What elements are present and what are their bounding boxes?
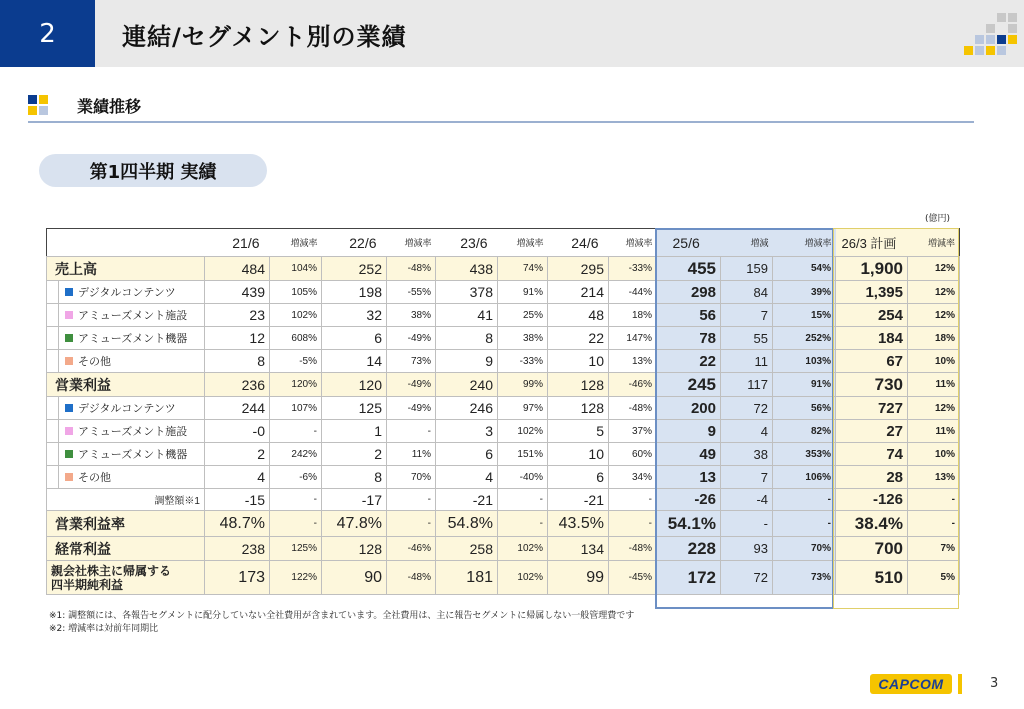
value-cell: 159 [721, 257, 773, 281]
rate-cell: 102% [498, 537, 548, 561]
rate-cell: -45% [609, 561, 657, 595]
rate-cell: -46% [609, 373, 657, 397]
decorative-squares-icon [958, 8, 1020, 62]
rate-cell: 37% [609, 420, 657, 443]
rate-cell: -44% [609, 281, 657, 304]
results-table [46, 228, 960, 595]
value-cell: 3 [436, 420, 498, 443]
row-label [47, 420, 205, 443]
value-cell: 125 [322, 397, 387, 420]
row-label: 調整額※1 [47, 489, 205, 511]
rate-cell: 11% [908, 373, 960, 397]
value-cell: 172 [657, 561, 721, 595]
value-cell: 254 [836, 304, 908, 327]
value-cell: 700 [836, 537, 908, 561]
value-cell: 38 [721, 443, 773, 466]
rate-cell: 82% [773, 420, 836, 443]
rate-cell: 102% [498, 561, 548, 595]
value-cell: 1,900 [836, 257, 908, 281]
value-cell: -17 [322, 489, 387, 511]
value-cell: -0 [205, 420, 270, 443]
rate-cell: 18% [908, 327, 960, 350]
rate-cell: 103% [773, 350, 836, 373]
value-cell: -21 [436, 489, 498, 511]
value-cell: -15 [205, 489, 270, 511]
rate-cell: -33% [498, 350, 548, 373]
rate-cell: -48% [609, 397, 657, 420]
value-cell: 47.8% [322, 511, 387, 537]
value-cell: 244 [205, 397, 270, 420]
table-row [47, 304, 960, 327]
value-cell: 72 [721, 397, 773, 420]
footnotes [49, 610, 634, 636]
legend-square-icon [65, 473, 73, 481]
legend-square-icon [65, 404, 73, 412]
value-cell: 246 [436, 397, 498, 420]
row-label [47, 443, 205, 466]
value-cell: 8 [322, 466, 387, 489]
value-cell: 67 [836, 350, 908, 373]
value-cell: -4 [721, 489, 773, 511]
rate-cell: 73% [773, 561, 836, 595]
rate-cell: - [387, 511, 436, 537]
rate-cell: - [773, 489, 836, 511]
value-cell: 4 [436, 466, 498, 489]
value-cell: 7 [721, 466, 773, 489]
value-cell: 1 [322, 420, 387, 443]
value-cell: 27 [836, 420, 908, 443]
value-cell: 128 [548, 397, 609, 420]
row-label-text: アミューズメント機器 [78, 333, 188, 345]
rate-cell: - [609, 489, 657, 511]
table-row [47, 420, 960, 443]
table-row [47, 397, 960, 420]
row-label [47, 281, 205, 304]
value-cell: 23 [205, 304, 270, 327]
header-period: 22/6 [322, 229, 387, 257]
value-cell: 12 [205, 327, 270, 350]
header-period: 23/6 [436, 229, 498, 257]
rate-cell: 91% [498, 281, 548, 304]
value-cell: 55 [721, 327, 773, 350]
rate-cell: 70% [387, 466, 436, 489]
value-cell: 7 [721, 304, 773, 327]
rate-cell: 122% [270, 561, 322, 595]
row-label: 親会社株主に帰属する 四半期純利益 [47, 561, 205, 595]
row-label: 営業利益 [47, 373, 205, 397]
legend-square-icon [65, 334, 73, 342]
value-cell: -126 [836, 489, 908, 511]
value-cell: 117 [721, 373, 773, 397]
value-cell: 74 [836, 443, 908, 466]
value-cell: 228 [657, 537, 721, 561]
rate-cell: -6% [270, 466, 322, 489]
logo-text: CAPCOM [878, 676, 944, 692]
table-header-row [47, 229, 960, 257]
value-cell: 28 [836, 466, 908, 489]
value-cell: 48.7% [205, 511, 270, 537]
rate-cell: -48% [387, 561, 436, 595]
row-label: 営業利益率 [47, 511, 205, 537]
rate-cell: 120% [270, 373, 322, 397]
value-cell: 238 [205, 537, 270, 561]
rate-cell: 105% [270, 281, 322, 304]
rate-cell: - [498, 489, 548, 511]
squares-icon [28, 95, 48, 115]
rate-cell: -5% [270, 350, 322, 373]
section-subheading: 業績推移 [77, 97, 142, 116]
rate-cell: 353% [773, 443, 836, 466]
rate-cell: 102% [498, 420, 548, 443]
section-number: 2 [0, 0, 95, 67]
value-cell: 99 [548, 561, 609, 595]
value-cell: 9 [436, 350, 498, 373]
rate-cell: 70% [773, 537, 836, 561]
value-cell: -26 [657, 489, 721, 511]
rate-cell: -40% [498, 466, 548, 489]
row-label [47, 350, 205, 373]
value-cell: 8 [205, 350, 270, 373]
row-label [47, 397, 205, 420]
value-cell: 134 [548, 537, 609, 561]
value-cell: 5 [548, 420, 609, 443]
table-row [47, 350, 960, 373]
value-cell: 214 [548, 281, 609, 304]
table-row [47, 443, 960, 466]
header-rate: 増減率 [773, 229, 836, 257]
rate-cell: - [270, 489, 322, 511]
value-cell: 298 [657, 281, 721, 304]
rate-cell: - [908, 489, 960, 511]
rate-cell: -48% [387, 257, 436, 281]
rate-cell: 99% [498, 373, 548, 397]
page-title: 連結/セグメント別の業績 [122, 23, 407, 51]
value-cell: -21 [548, 489, 609, 511]
rate-cell: 91% [773, 373, 836, 397]
value-cell: 4 [721, 420, 773, 443]
rate-cell: 74% [498, 257, 548, 281]
rate-cell: 608% [270, 327, 322, 350]
value-cell: 2 [205, 443, 270, 466]
row-label: 売上高 [47, 257, 205, 281]
value-cell: 439 [205, 281, 270, 304]
header-blank [47, 229, 205, 257]
rate-cell: -55% [387, 281, 436, 304]
table-row [47, 373, 960, 397]
rate-cell: 54% [773, 257, 836, 281]
rate-cell: - [270, 420, 322, 443]
legend-square-icon [65, 357, 73, 365]
rate-cell: - [908, 511, 960, 537]
rate-cell: 151% [498, 443, 548, 466]
table-row [47, 466, 960, 489]
rate-cell: 125% [270, 537, 322, 561]
row-label: 経常利益 [47, 537, 205, 561]
row-label-text: アミューズメント施設 [78, 426, 188, 438]
header-rate: 増減率 [498, 229, 548, 257]
header-period: 24/6 [548, 229, 609, 257]
row-label-text: アミューズメント施設 [78, 310, 188, 322]
row-label [47, 304, 205, 327]
value-cell: 295 [548, 257, 609, 281]
table-row [47, 281, 960, 304]
rate-cell: 242% [270, 443, 322, 466]
rate-cell: 60% [609, 443, 657, 466]
rate-cell: 10% [908, 443, 960, 466]
value-cell: 184 [836, 327, 908, 350]
value-cell: 22 [657, 350, 721, 373]
value-cell: 8 [436, 327, 498, 350]
header-diff: 増減 [721, 229, 773, 257]
value-cell: 11 [721, 350, 773, 373]
rate-cell: 13% [908, 466, 960, 489]
legend-square-icon [65, 288, 73, 296]
capcom-logo [870, 674, 952, 694]
period-pill: 第1四半期 実績 [39, 154, 267, 187]
table-row [47, 511, 960, 537]
rate-cell: 104% [270, 257, 322, 281]
value-cell: 1,395 [836, 281, 908, 304]
row-label-text: その他 [78, 472, 111, 484]
value-cell: 198 [322, 281, 387, 304]
rate-cell: -49% [387, 397, 436, 420]
rate-cell: 38% [498, 327, 548, 350]
table-row [47, 257, 960, 281]
value-cell: 90 [322, 561, 387, 595]
rate-cell: - [498, 511, 548, 537]
value-cell: 510 [836, 561, 908, 595]
header-period: 21/6 [205, 229, 270, 257]
rate-cell: 38% [387, 304, 436, 327]
rate-cell: 25% [498, 304, 548, 327]
value-cell: 6 [548, 466, 609, 489]
header-rate: 増減率 [387, 229, 436, 257]
rate-cell: 34% [609, 466, 657, 489]
value-cell: 240 [436, 373, 498, 397]
row-label-text: デジタルコンテンツ [78, 287, 176, 299]
value-cell: 245 [657, 373, 721, 397]
value-cell: 730 [836, 373, 908, 397]
value-cell: 6 [436, 443, 498, 466]
page-number: 3 [990, 676, 999, 691]
value-cell: 378 [436, 281, 498, 304]
value-cell: 43.5% [548, 511, 609, 537]
value-cell: 484 [205, 257, 270, 281]
value-cell: 10 [548, 443, 609, 466]
header-period-current: 25/6 [657, 229, 721, 257]
rate-cell: - [387, 420, 436, 443]
value-cell: 4 [205, 466, 270, 489]
rate-cell: -49% [387, 373, 436, 397]
value-cell: 9 [657, 420, 721, 443]
rate-cell: 7% [908, 537, 960, 561]
rate-cell: - [609, 511, 657, 537]
rate-cell: - [387, 489, 436, 511]
rate-cell: -49% [387, 327, 436, 350]
row-label-text: デジタルコンテンツ [78, 403, 176, 415]
rate-cell: 12% [908, 397, 960, 420]
value-cell: 236 [205, 373, 270, 397]
value-cell: 22 [548, 327, 609, 350]
value-cell: 49 [657, 443, 721, 466]
table-row [47, 327, 960, 350]
legend-square-icon [65, 427, 73, 435]
rate-cell: 56% [773, 397, 836, 420]
rate-cell: 11% [387, 443, 436, 466]
rate-cell: - [773, 511, 836, 537]
rate-cell: 12% [908, 304, 960, 327]
value-cell: 93 [721, 537, 773, 561]
rate-cell: - [270, 511, 322, 537]
value-cell: 14 [322, 350, 387, 373]
value-cell: 252 [322, 257, 387, 281]
footnote: ※1: 調整額には、各報告セグメントに配分していない全社費用が含まれています。全社費用は、主に報告セグメントに帰属しない一般管理費です [49, 611, 635, 621]
rate-cell: -46% [387, 537, 436, 561]
header-rate: 増減率 [270, 229, 322, 257]
value-cell: 173 [205, 561, 270, 595]
value-cell: 13 [657, 466, 721, 489]
rate-cell: 102% [270, 304, 322, 327]
value-cell: 438 [436, 257, 498, 281]
value-cell: 72 [721, 561, 773, 595]
row-label-text: その他 [78, 356, 111, 368]
value-cell: 181 [436, 561, 498, 595]
table-row [47, 561, 960, 595]
row-label [47, 327, 205, 350]
table-row [47, 537, 960, 561]
value-cell: 128 [322, 537, 387, 561]
value-cell: - [721, 511, 773, 537]
rate-cell: 12% [908, 257, 960, 281]
value-cell: 84 [721, 281, 773, 304]
value-cell: 128 [548, 373, 609, 397]
value-cell: 120 [322, 373, 387, 397]
legend-square-icon [65, 450, 73, 458]
value-cell: 48 [548, 304, 609, 327]
row-label-text: アミューズメント機器 [78, 449, 188, 461]
row-label [47, 466, 205, 489]
value-cell: 41 [436, 304, 498, 327]
rate-cell: 15% [773, 304, 836, 327]
value-cell: 6 [322, 327, 387, 350]
rate-cell: 39% [773, 281, 836, 304]
header-rate: 増減率 [908, 229, 960, 257]
rate-cell: 252% [773, 327, 836, 350]
value-cell: 10 [548, 350, 609, 373]
rate-cell: 107% [270, 397, 322, 420]
value-cell: 78 [657, 327, 721, 350]
header-rate: 増減率 [609, 229, 657, 257]
value-cell: 56 [657, 304, 721, 327]
rate-cell: 11% [908, 420, 960, 443]
value-cell: 727 [836, 397, 908, 420]
rate-cell: 18% [609, 304, 657, 327]
rate-cell: 106% [773, 466, 836, 489]
value-cell: 200 [657, 397, 721, 420]
rate-cell: -33% [609, 257, 657, 281]
rate-cell: 97% [498, 397, 548, 420]
header-period-plan: 26/3 計画 [836, 229, 908, 257]
rate-cell: 73% [387, 350, 436, 373]
footnote: ※2: 増減率は対前年同期比 [49, 624, 159, 634]
value-cell: 54.1% [657, 511, 721, 537]
value-cell: 2 [322, 443, 387, 466]
value-cell: 54.8% [436, 511, 498, 537]
rate-cell: 147% [609, 327, 657, 350]
rate-cell: 5% [908, 561, 960, 595]
value-cell: 258 [436, 537, 498, 561]
rate-cell: 12% [908, 281, 960, 304]
rate-cell: -48% [609, 537, 657, 561]
rate-cell: 13% [609, 350, 657, 373]
legend-square-icon [65, 311, 73, 319]
logo-bar [958, 674, 962, 694]
value-cell: 32 [322, 304, 387, 327]
value-cell: 38.4% [836, 511, 908, 537]
divider [28, 121, 974, 123]
table-row [47, 489, 960, 511]
unit-label: (億円) [925, 214, 951, 224]
rate-cell: 10% [908, 350, 960, 373]
value-cell: 455 [657, 257, 721, 281]
